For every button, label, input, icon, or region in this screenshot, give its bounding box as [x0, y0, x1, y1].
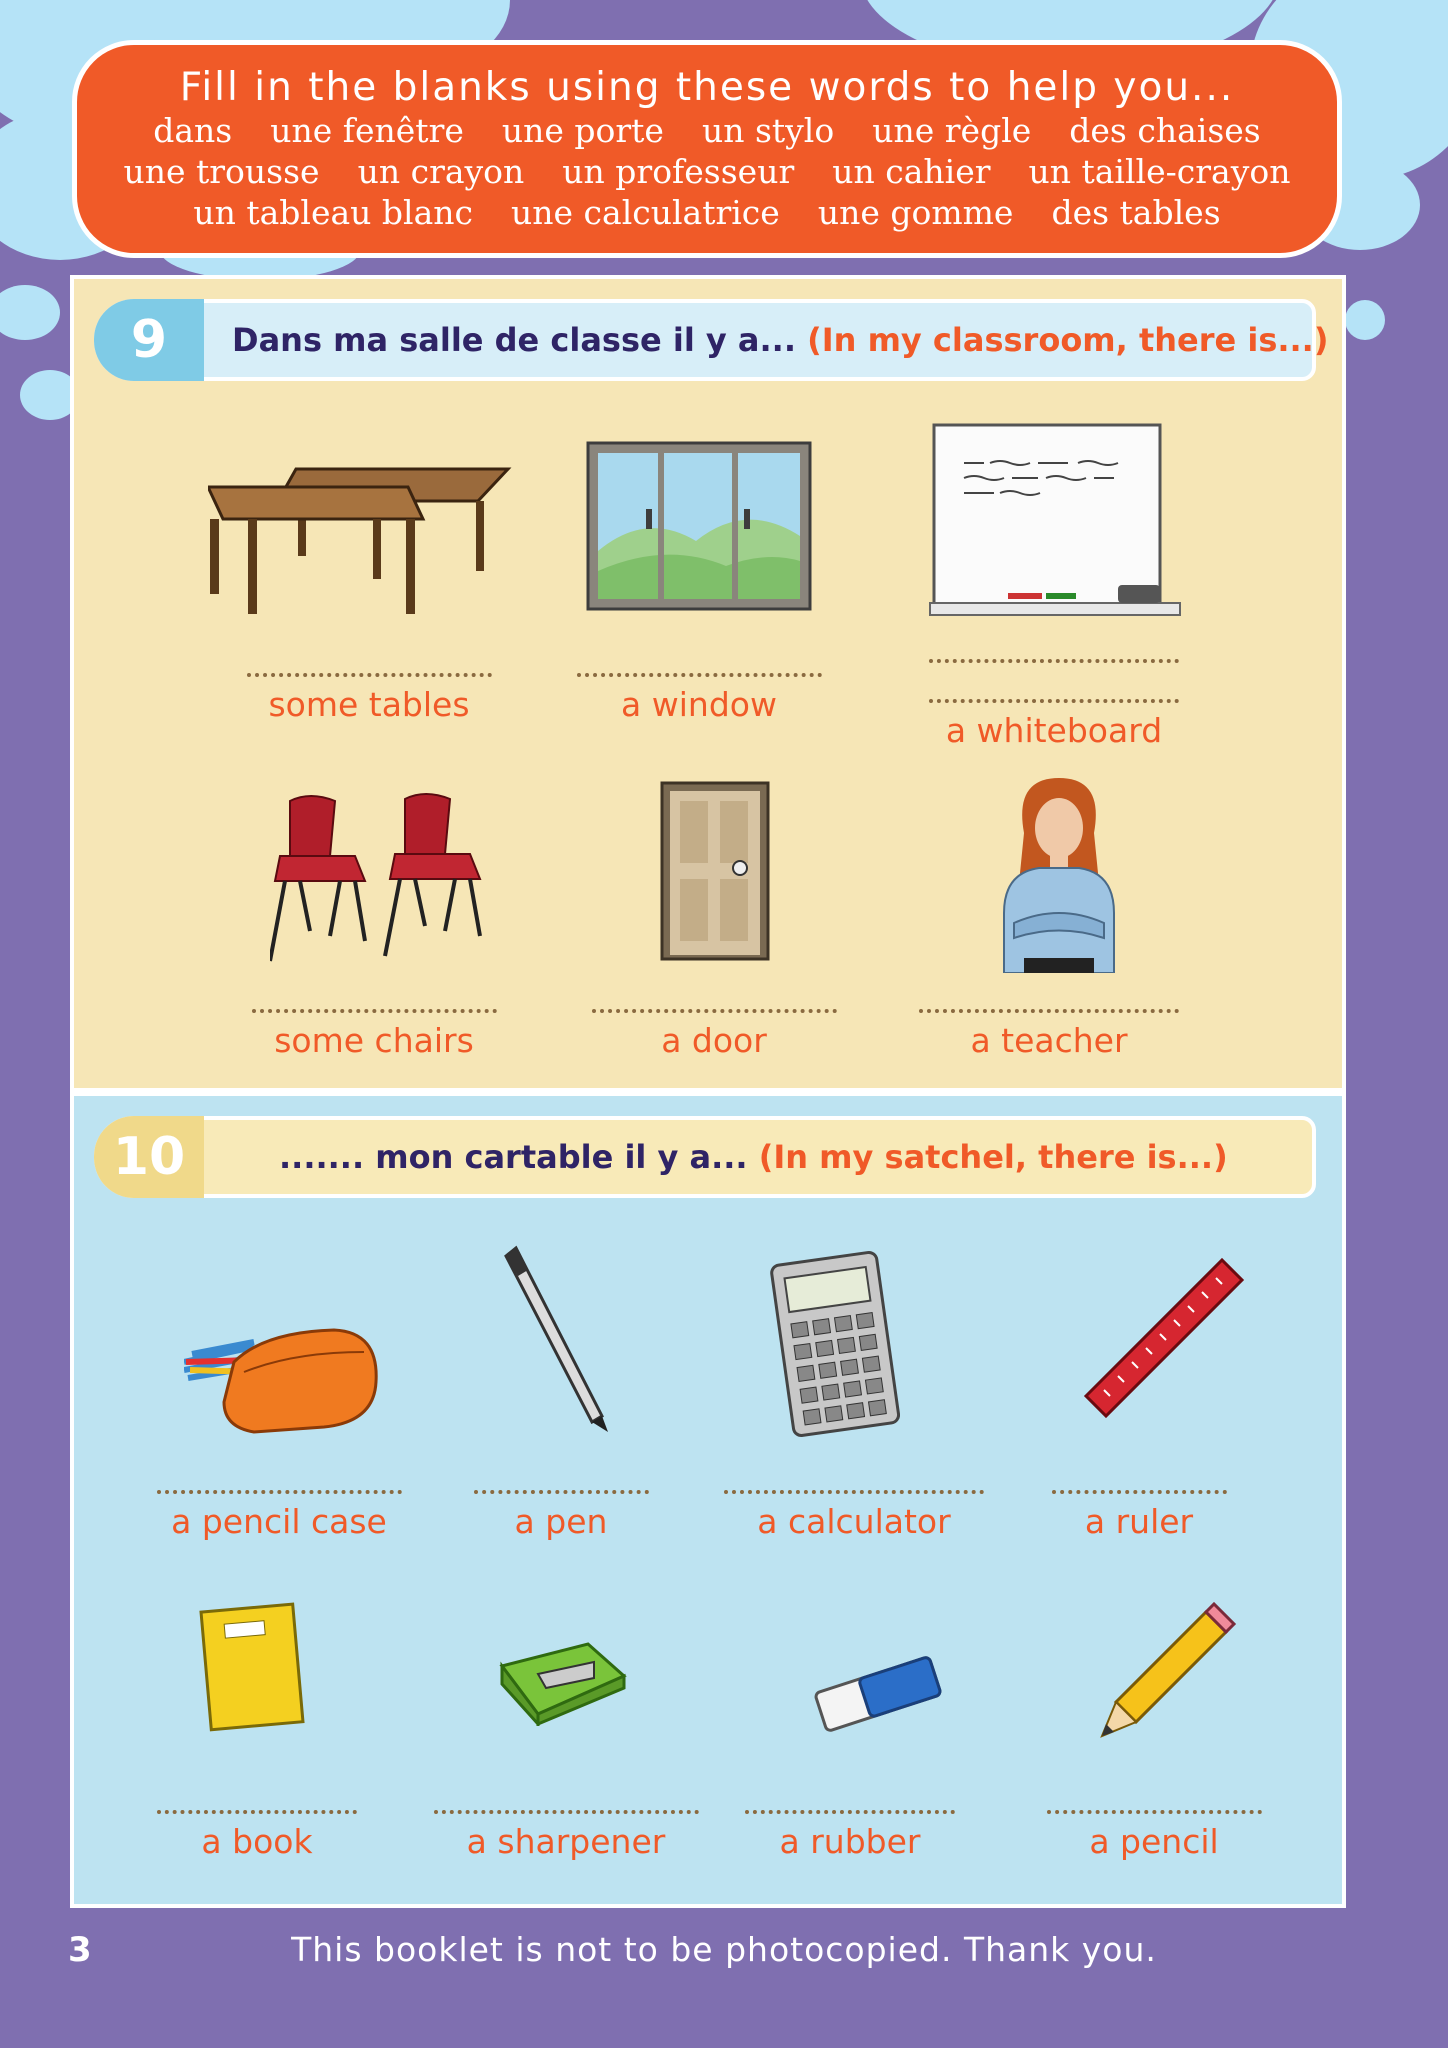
word-bank-word: un tableau blanc: [193, 193, 474, 232]
answer-slot: [704, 1490, 1004, 1541]
book-icon: [196, 1602, 306, 1732]
item-caption: some chairs: [274, 1021, 474, 1060]
word-bank-word: un cahier: [832, 152, 991, 191]
sharpener-icon: [498, 1636, 628, 1726]
word-bank-word: dans: [153, 111, 233, 150]
item-caption: a pencil: [1089, 1822, 1219, 1861]
answer-slot: [1004, 1810, 1304, 1861]
item-caption: a teacher: [970, 1021, 1128, 1060]
item-caption: a window: [621, 685, 777, 724]
question-number: 9: [94, 299, 204, 381]
answer-blank[interactable]: [929, 699, 1179, 703]
answer-slot: [549, 673, 849, 724]
item-caption: a book: [201, 1822, 313, 1861]
answer-blank[interactable]: [157, 1490, 402, 1494]
answer-blank[interactable]: [474, 1490, 649, 1494]
answer-blank[interactable]: [247, 673, 492, 677]
item-caption: a whiteboard: [945, 711, 1163, 750]
whiteboard-icon: [928, 423, 1184, 623]
answer-slot: [107, 1810, 407, 1861]
word-bank-word: une calculatrice: [511, 193, 780, 232]
question-10-header: [94, 1116, 1316, 1198]
teacher-icon: [994, 773, 1124, 973]
item-caption: a ruler: [1084, 1502, 1194, 1541]
item-caption: a door: [661, 1021, 767, 1060]
word-bank-word: des chaises: [1069, 111, 1261, 150]
word-bank-title: Fill in the blanks using these words to help you...: [179, 65, 1235, 110]
question-number: 10: [94, 1116, 204, 1198]
answer-slot: [416, 1810, 716, 1861]
prompt-french: mon cartable il y a...: [375, 1138, 748, 1176]
answer-slot: [700, 1810, 1000, 1861]
answer-slot: [899, 1009, 1199, 1060]
answer-blank[interactable]: [745, 1810, 955, 1814]
word-bank-line-1: [77, 110, 1337, 151]
word-bank-word: une porte: [501, 111, 664, 150]
word-bank-word: des tables: [1051, 193, 1221, 232]
footer: [0, 1930, 1448, 1990]
item-caption: some tables: [268, 685, 470, 724]
word-bank-word: une fenêtre: [270, 111, 464, 150]
copyright-notice: This booklet is not to be photocopied. Thank you.: [291, 1930, 1157, 1969]
word-bank-line-3: [77, 192, 1337, 233]
answer-blank[interactable]: [919, 1009, 1179, 1013]
answer-slot: [219, 673, 519, 724]
answer-blank[interactable]: [1052, 1490, 1227, 1494]
question-10-section: [70, 1092, 1346, 1908]
pen-icon: [504, 1244, 614, 1434]
question-prompt: [232, 321, 1328, 359]
item-caption: a pencil case: [171, 1502, 387, 1541]
answer-blank[interactable]: [252, 1009, 497, 1013]
word-bank-line-2: [77, 151, 1337, 192]
word-bank-word: un professeur: [562, 152, 795, 191]
answer-slot: [411, 1490, 711, 1541]
answer-slot: [224, 1009, 524, 1060]
prompt-blank: .......: [279, 1138, 365, 1176]
prompt-english: (In my satchel, there is...): [758, 1138, 1228, 1176]
answer-blank[interactable]: [434, 1810, 699, 1814]
door-icon: [660, 781, 770, 961]
word-bank: [72, 40, 1342, 258]
word-bank-word: un stylo: [701, 111, 835, 150]
question-9-section: [70, 275, 1346, 1092]
item-caption: a sharpener: [466, 1822, 666, 1861]
word-bank-word: un taille-crayon: [1028, 152, 1291, 191]
calculator-icon: [770, 1248, 900, 1438]
word-bank-word: une règle: [872, 111, 1032, 150]
question-9-header: [94, 299, 1329, 381]
answer-blank[interactable]: [724, 1490, 984, 1494]
answer-blank[interactable]: [929, 659, 1179, 663]
ruler-icon: [1084, 1256, 1244, 1426]
answer-blank[interactable]: [577, 673, 822, 677]
pencil-case-icon: [184, 1322, 384, 1437]
pencil-icon: [1096, 1602, 1236, 1742]
prompt-french: Dans ma salle de classe il y a...: [232, 321, 796, 359]
answer-blank[interactable]: [1047, 1810, 1262, 1814]
answer-slot: [564, 1009, 864, 1060]
question-prompt: [279, 1138, 1228, 1176]
rubber-icon: [810, 1654, 946, 1734]
item-caption: a calculator: [757, 1502, 951, 1541]
chairs-icon: [270, 791, 570, 966]
prompt-english: (In my classroom, there is...): [807, 321, 1329, 359]
answer-blank[interactable]: [592, 1009, 837, 1013]
word-bank-word: une gomme: [817, 193, 1014, 232]
answer-blank[interactable]: [157, 1810, 357, 1814]
word-bank-word: un crayon: [357, 152, 525, 191]
item-caption: a rubber: [779, 1822, 921, 1861]
tables-icon: [208, 449, 528, 619]
page-number: 3: [68, 1930, 92, 1970]
item-caption: a pen: [514, 1502, 608, 1541]
window-icon: [586, 441, 812, 611]
answer-slot: [129, 1490, 429, 1541]
answer-slot: [904, 659, 1204, 750]
word-bank-word: une trousse: [123, 152, 320, 191]
answer-slot: [989, 1490, 1289, 1541]
